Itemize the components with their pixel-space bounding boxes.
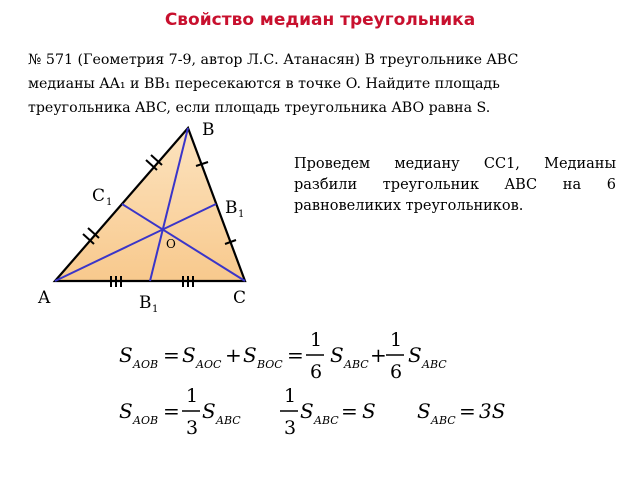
svg-text:S: S: [119, 399, 133, 423]
problem-line: треугольника ABC, если площадь треугольника ABO равна S.: [28, 100, 491, 116]
label-b1-right-sub: 1: [238, 209, 245, 220]
slide-title: Свойство медиан треугольника: [164, 10, 476, 30]
svg-text:ABC: ABC: [216, 414, 241, 427]
svg-text:S: S: [417, 399, 431, 423]
svg-text:S: S: [243, 343, 257, 367]
label-c1: C: [92, 186, 106, 206]
problem-line: медианы AA₁ и BB₁ пересекаются в точке O. Найдите площадь: [28, 76, 500, 92]
formula-area-sum: [119, 329, 447, 383]
svg-text:S: S: [330, 343, 344, 367]
label-c1-sub: 1: [106, 197, 113, 208]
svg-text:1: 1: [186, 385, 199, 407]
svg-text:1: 1: [310, 329, 323, 351]
svg-text:AOB: AOB: [133, 358, 159, 371]
svg-text:S: S: [202, 399, 216, 423]
svg-text:AOB: AOB: [133, 414, 159, 427]
svg-text:=: =: [459, 399, 476, 423]
formula-third-equals-s: [280, 385, 376, 439]
label-a: A: [38, 288, 51, 308]
label-o: O: [166, 237, 176, 251]
svg-text:ABC: ABC: [422, 358, 447, 371]
svg-text:=: =: [163, 343, 180, 367]
svg-text:+: +: [370, 343, 387, 367]
svg-text:=: =: [163, 399, 180, 423]
svg-text:3S: 3S: [479, 399, 506, 423]
explanation-line: разбили треугольник ABC на 6: [294, 177, 616, 193]
svg-text:AOC: AOC: [196, 358, 222, 371]
explanation-line: равновеликих треугольников.: [294, 198, 524, 214]
formula-answer: [417, 399, 505, 427]
svg-text:=: =: [341, 399, 358, 423]
svg-text:=: =: [287, 343, 304, 367]
label-c: C: [233, 288, 247, 308]
svg-text:S: S: [300, 399, 314, 423]
label-b1-bottom: B: [139, 293, 152, 313]
svg-text:3: 3: [284, 417, 297, 439]
svg-text:1: 1: [390, 329, 403, 351]
svg-text:ABC: ABC: [431, 414, 456, 427]
svg-text:BOC: BOC: [257, 358, 283, 371]
svg-text:S: S: [408, 343, 422, 367]
problem-line: № 571 (Геометрия 7-9, автор Л.С. Атанасян) В треугольнике ABC: [28, 52, 519, 68]
svg-text:6: 6: [390, 361, 403, 383]
svg-text:S: S: [119, 343, 133, 367]
label-b1-right: B: [225, 198, 238, 218]
svg-text:ABC: ABC: [344, 358, 369, 371]
svg-text:+: +: [225, 343, 242, 367]
svg-text:6: 6: [310, 361, 323, 383]
svg-text:ABC: ABC: [314, 414, 339, 427]
formula-aob-third: [119, 385, 241, 439]
svg-text:S: S: [362, 399, 376, 423]
label-b1-bottom-sub: 1: [152, 304, 159, 315]
svg-text:3: 3: [186, 417, 199, 439]
svg-text:1: 1: [284, 385, 297, 407]
svg-text:S: S: [182, 343, 196, 367]
explanation-line: Проведем медиану CC1, Медианы: [294, 156, 616, 172]
label-b: B: [202, 120, 215, 140]
